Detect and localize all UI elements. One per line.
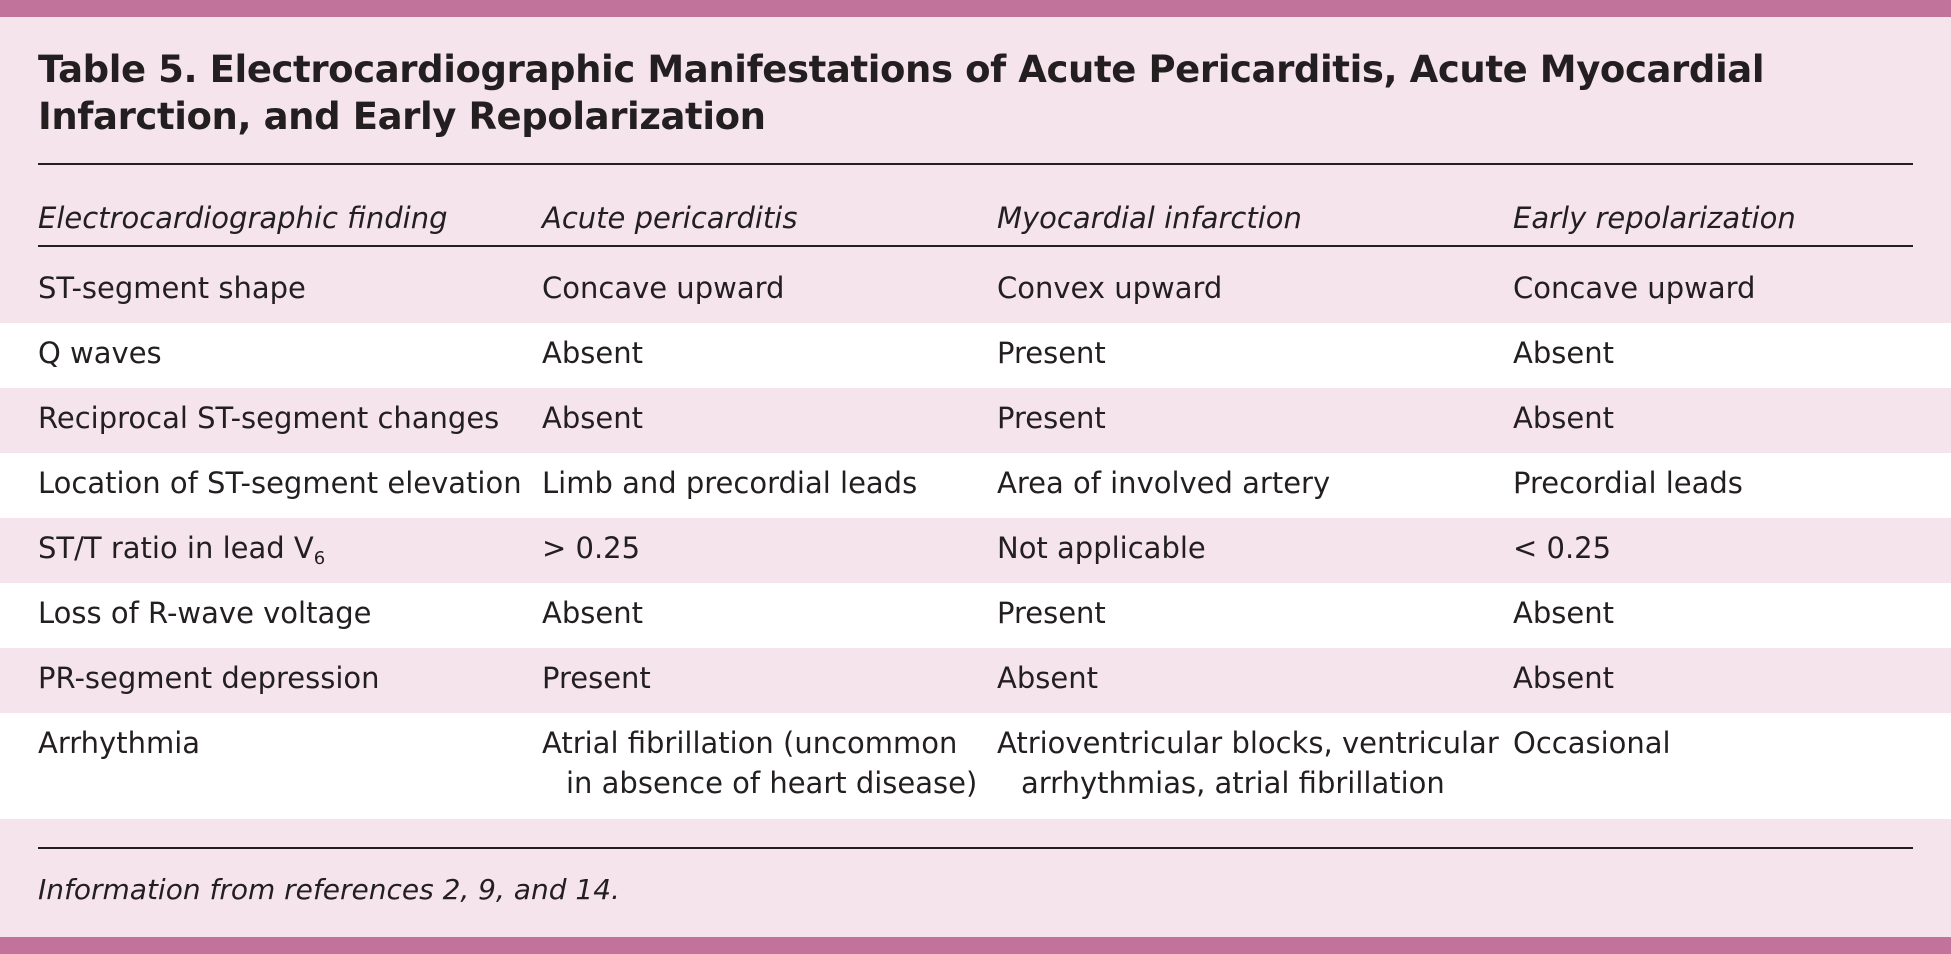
cell-finding: Reciprocal ST-segment changes bbox=[38, 401, 500, 435]
cell-finding: Location of ST-segment elevation bbox=[38, 466, 522, 500]
title-divider bbox=[38, 163, 1913, 165]
footer-divider bbox=[38, 847, 1913, 849]
cell-myocardial-infarction bbox=[997, 723, 1499, 803]
table-row bbox=[0, 453, 1951, 518]
cell-pericarditis: Absent bbox=[542, 596, 643, 630]
lead-subscript: 6 bbox=[313, 548, 326, 569]
cell-line: in absence of heart disease) bbox=[566, 766, 978, 800]
cell-myocardial-infarction: Absent bbox=[997, 661, 1098, 695]
cell-finding: ST-segment shape bbox=[38, 271, 306, 305]
cell-finding: Q waves bbox=[38, 336, 162, 370]
cell-pericarditis: Concave upward bbox=[542, 271, 785, 305]
cell-line: Atrioventricular blocks, ventricular bbox=[997, 726, 1499, 760]
cell-pericarditis bbox=[542, 723, 977, 803]
cell-pericarditis: Absent bbox=[542, 336, 643, 370]
table-row bbox=[0, 258, 1951, 323]
table-row bbox=[0, 518, 1951, 583]
cell-finding: Arrhythmia bbox=[38, 726, 201, 760]
cell-early-repolarization: Absent bbox=[1513, 596, 1614, 630]
cell-myocardial-infarction: Convex upward bbox=[997, 271, 1223, 305]
bottom-accent-bar bbox=[0, 937, 1951, 954]
cell-pericarditis: Limb and precordial leads bbox=[542, 466, 918, 500]
finding-text: ST/T ratio in lead V bbox=[38, 531, 314, 565]
header-early-repolarization: Early repolarization bbox=[1513, 201, 1796, 235]
table-row bbox=[0, 583, 1951, 648]
cell-myocardial-infarction: Present bbox=[997, 401, 1106, 435]
header-finding: Electrocardiographic finding bbox=[38, 201, 448, 235]
cell-finding: Loss of R-wave voltage bbox=[38, 596, 372, 630]
cell-myocardial-infarction: Not applicable bbox=[997, 531, 1206, 565]
cell-finding: PR-segment depression bbox=[38, 661, 380, 695]
cell-pericarditis: Absent bbox=[542, 401, 643, 435]
cell-myocardial-infarction: Area of involved artery bbox=[997, 466, 1331, 500]
header-divider bbox=[38, 245, 1913, 247]
footnote: Information from references 2, 9, and 14. bbox=[38, 873, 620, 906]
cell-early-repolarization: Absent bbox=[1513, 336, 1614, 370]
cell-early-repolarization: < 0.25 bbox=[1513, 531, 1612, 565]
cell-line: arrhythmias, atrial fibrillation bbox=[1021, 766, 1445, 800]
cell-early-repolarization: Concave upward bbox=[1513, 271, 1756, 305]
table-row bbox=[0, 648, 1951, 713]
cell-pericarditis: Present bbox=[542, 661, 651, 695]
table-title: Table 5. Electrocardiographic Manifestations of Acute Pericarditis, Acute Myocardial Infarction, and Early Repolarization bbox=[38, 48, 1765, 138]
header-pericarditis: Acute pericarditis bbox=[542, 201, 798, 235]
cell-line: Atrial fibrillation (uncommon bbox=[542, 726, 958, 760]
cell-finding bbox=[38, 528, 325, 568]
cell-early-repolarization: Absent bbox=[1513, 661, 1614, 695]
header-myocardial-infarction: Myocardial infarction bbox=[997, 201, 1302, 235]
table-row bbox=[0, 713, 1951, 819]
table-row bbox=[0, 388, 1951, 453]
table-header-row bbox=[0, 196, 1951, 240]
cell-pericarditis: > 0.25 bbox=[542, 531, 641, 565]
cell-early-repolarization: Occasional bbox=[1513, 726, 1671, 760]
cell-myocardial-infarction: Present bbox=[997, 596, 1106, 630]
cell-myocardial-infarction: Present bbox=[997, 336, 1106, 370]
cell-early-repolarization: Precordial leads bbox=[1513, 466, 1743, 500]
table-row bbox=[0, 323, 1951, 388]
top-accent-bar bbox=[0, 0, 1951, 17]
cell-early-repolarization: Absent bbox=[1513, 401, 1614, 435]
